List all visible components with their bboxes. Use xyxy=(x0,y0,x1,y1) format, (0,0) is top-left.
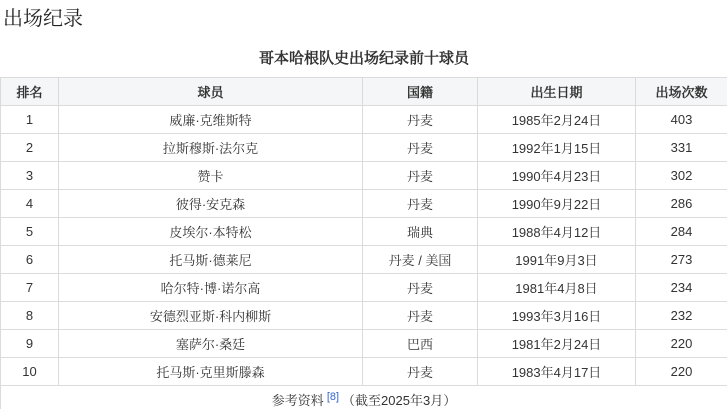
table-row xyxy=(1,330,727,358)
table-row xyxy=(1,134,727,162)
rank-cell: 8 xyxy=(1,302,59,330)
nationality-cell: 丹麦 xyxy=(363,302,478,330)
birthdate-cell: 1988年4月12日 xyxy=(478,218,636,246)
table-row xyxy=(1,218,727,246)
player-cell: 彼得·安克森 xyxy=(59,190,363,218)
player-cell: 皮埃尔·本特松 xyxy=(59,218,363,246)
player-cell: 哈尔特·博·诺尔高 xyxy=(59,274,363,302)
table-row xyxy=(1,302,727,330)
birthdate-cell: 1990年4月23日 xyxy=(478,162,636,190)
column-header-player: 球员 xyxy=(59,78,363,106)
player-cell: 塞萨尔·桑廷 xyxy=(59,330,363,358)
appearances-cell: 220 xyxy=(636,330,727,358)
appearances-cell: 273 xyxy=(636,246,727,274)
table-caption: 哥本哈根队史出场纪录前十球员 xyxy=(258,50,469,67)
appearance-records-table xyxy=(0,47,727,409)
nationality-cell: 巴西 xyxy=(363,330,478,358)
rank-cell: 4 xyxy=(1,190,59,218)
appearances-cell: 286 xyxy=(636,190,727,218)
column-header-birthdate: 出生日期 xyxy=(478,78,636,106)
nationality-cell: 丹麦 xyxy=(363,134,478,162)
table-row xyxy=(1,190,727,218)
birthdate-cell: 1983年4月17日 xyxy=(478,358,636,386)
birthdate-cell: 1991年9月3日 xyxy=(478,246,636,274)
table-footer-row xyxy=(1,386,727,409)
player-cell: 拉斯穆斯·法尔克 xyxy=(59,134,363,162)
rank-cell: 3 xyxy=(1,162,59,190)
birthdate-cell: 1981年4月8日 xyxy=(478,274,636,302)
nationality-cell: 丹麦 xyxy=(363,162,478,190)
appearances-cell: 331 xyxy=(636,134,727,162)
table-header-row xyxy=(1,78,727,106)
rank-cell: 5 xyxy=(1,218,59,246)
section-heading: 出场纪录 xyxy=(3,8,83,30)
nationality-cell: 丹麦 xyxy=(363,190,478,218)
table-row xyxy=(1,162,727,190)
table-row xyxy=(1,274,727,302)
appearances-cell: 232 xyxy=(636,302,727,330)
column-header-appearances: 出场次数 xyxy=(636,78,727,106)
birthdate-cell: 1981年2月24日 xyxy=(478,330,636,358)
player-cell: 托马斯·德莱尼 xyxy=(59,246,363,274)
appearances-cell: 234 xyxy=(636,274,727,302)
appearances-cell: 302 xyxy=(636,162,727,190)
appearances-cell: 284 xyxy=(636,218,727,246)
rank-cell: 7 xyxy=(1,274,59,302)
reference-link-8[interactable]: [8] xyxy=(326,390,340,403)
rank-cell: 9 xyxy=(1,330,59,358)
birthdate-cell: 1985年2月24日 xyxy=(478,106,636,134)
references-cell xyxy=(1,386,727,409)
birthdate-cell: 1993年3月16日 xyxy=(478,302,636,330)
rank-cell: 10 xyxy=(1,358,59,386)
birthdate-cell: 1990年9月22日 xyxy=(478,190,636,218)
references-note: （截至2025年3月） xyxy=(342,393,457,408)
references-label: 参考资料 xyxy=(271,393,324,408)
column-header-rank: 排名 xyxy=(1,78,59,106)
nationality-cell: 瑞典 xyxy=(363,218,478,246)
player-cell: 赞卡 xyxy=(59,162,363,190)
column-header-nationality: 国籍 xyxy=(363,78,478,106)
player-cell: 威廉·克维斯特 xyxy=(59,106,363,134)
nationality-cell: 丹麦 xyxy=(363,106,478,134)
nationality-cell: 丹麦 xyxy=(363,274,478,302)
table-row xyxy=(1,106,727,134)
table-row xyxy=(1,358,727,386)
player-cell: 安德烈亚斯·科内柳斯 xyxy=(59,302,363,330)
rank-cell: 6 xyxy=(1,246,59,274)
rank-cell: 1 xyxy=(1,106,59,134)
player-cell: 托马斯·克里斯滕森 xyxy=(59,358,363,386)
table-row xyxy=(1,246,727,274)
appearances-cell: 403 xyxy=(636,106,727,134)
appearances-cell: 220 xyxy=(636,358,727,386)
rank-cell: 2 xyxy=(1,134,59,162)
nationality-cell: 丹麦 / 美国 xyxy=(363,246,478,274)
nationality-cell: 丹麦 xyxy=(363,358,478,386)
birthdate-cell: 1992年1月15日 xyxy=(478,134,636,162)
